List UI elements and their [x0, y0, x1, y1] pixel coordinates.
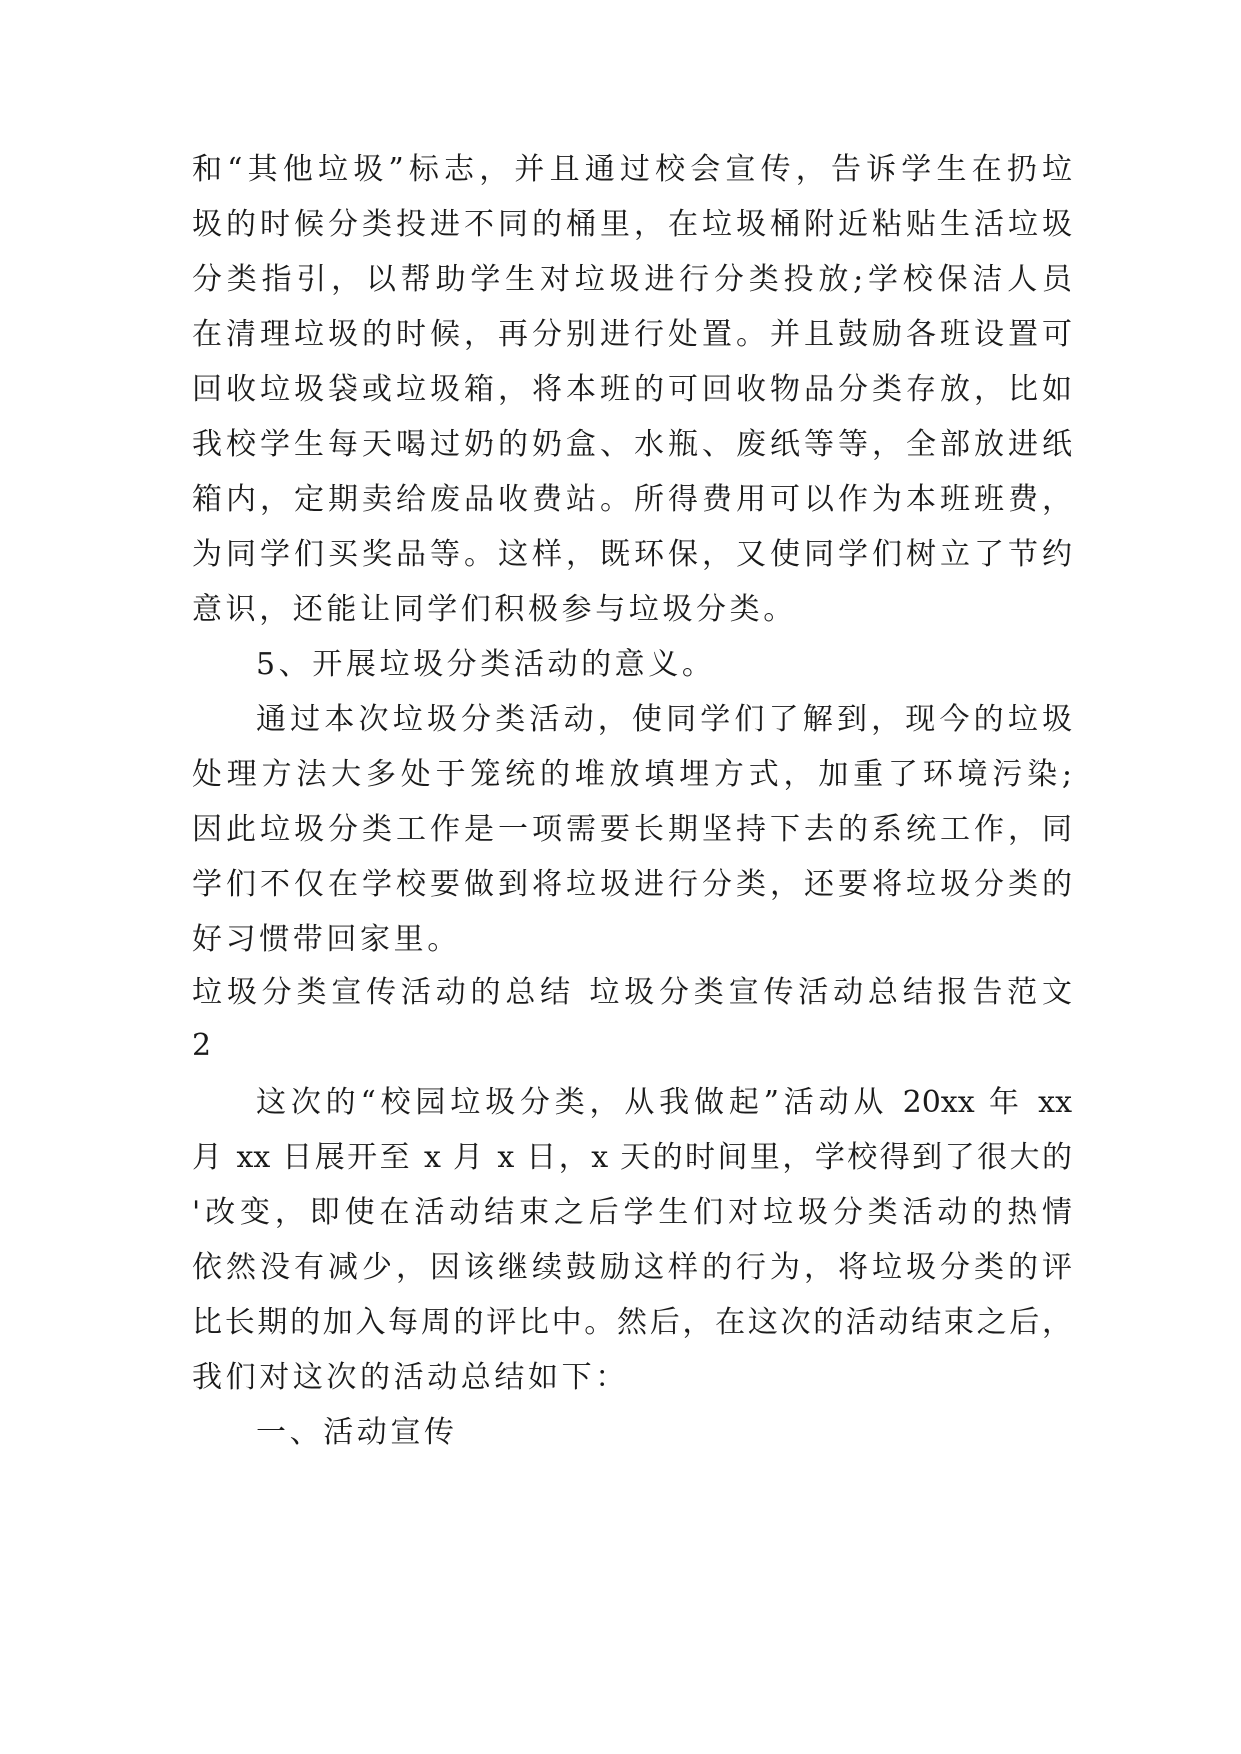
text-line: 意识，还能让同学们积极参与垃圾分类。: [192, 592, 797, 627]
text-line: 箱内，定期卖给废品收费站。所得费用可以作为本班班费，: [192, 482, 1072, 517]
text-line: 为同学们买奖品等。这样，既环保，又使同学们树立了节约: [192, 537, 1072, 572]
section-heading: 一、活动宣传: [256, 1415, 458, 1450]
text-line: 分类指引，以帮助学生对垃圾进行分类投放;学校保洁人员: [192, 262, 1072, 297]
document-title-number: 2: [192, 1028, 215, 1063]
text-line: 因此垃圾分类工作是一项需要长期坚持下去的系统工作，同: [192, 812, 1072, 847]
text-line: 处理方法大多处于笼统的堆放填埋方式，加重了环境污染;: [192, 757, 1072, 792]
section-heading: 5、开展垃圾分类活动的意义。: [256, 647, 716, 682]
text-line: 好习惯带回家里。: [192, 922, 461, 957]
document-title: 垃圾分类宣传活动的总结 垃圾分类宣传活动总结报告范文: [192, 975, 1072, 1010]
text-line: 圾的时候分类投进不同的桶里，在垃圾桶附近粘贴生活垃圾: [192, 207, 1072, 242]
text-line: 我校学生每天喝过奶的奶盒、水瓶、废纸等等，全部放进纸: [192, 427, 1072, 462]
text-line: 学们不仅在学校要做到将垃圾进行分类，还要将垃圾分类的: [192, 867, 1072, 902]
text-line: 我们对这次的活动总结如下：: [192, 1360, 629, 1395]
text-line: 通过本次垃圾分类活动，使同学们了解到，现今的垃圾: [256, 702, 1072, 737]
text-line: 这次的“校园垃圾分类，从我做起”活动从 20xx 年 xx: [256, 1085, 1072, 1120]
text-line: 依然没有减少，因该继续鼓励这样的行为，将垃圾分类的评: [192, 1250, 1072, 1285]
text-line: 回收垃圾袋或垃圾箱，将本班的可回收物品分类存放，比如: [192, 372, 1072, 407]
text-line: 在清理垃圾的时候，再分别进行处置。并且鼓励各班设置可: [192, 317, 1072, 352]
text-line: '改变，即使在活动结束之后学生们对垃圾分类活动的热情: [192, 1195, 1072, 1230]
text-line: 和“其他垃圾”标志，并且通过校会宣传，告诉学生在扔垃: [192, 152, 1072, 187]
text-line: 比长期的加入每周的评比中。然后，在这次的活动结束之后，: [192, 1305, 1072, 1340]
text-line: 月 xx 日展开至 x 月 x 日，x 天的时间里，学校得到了很大的: [192, 1140, 1072, 1175]
